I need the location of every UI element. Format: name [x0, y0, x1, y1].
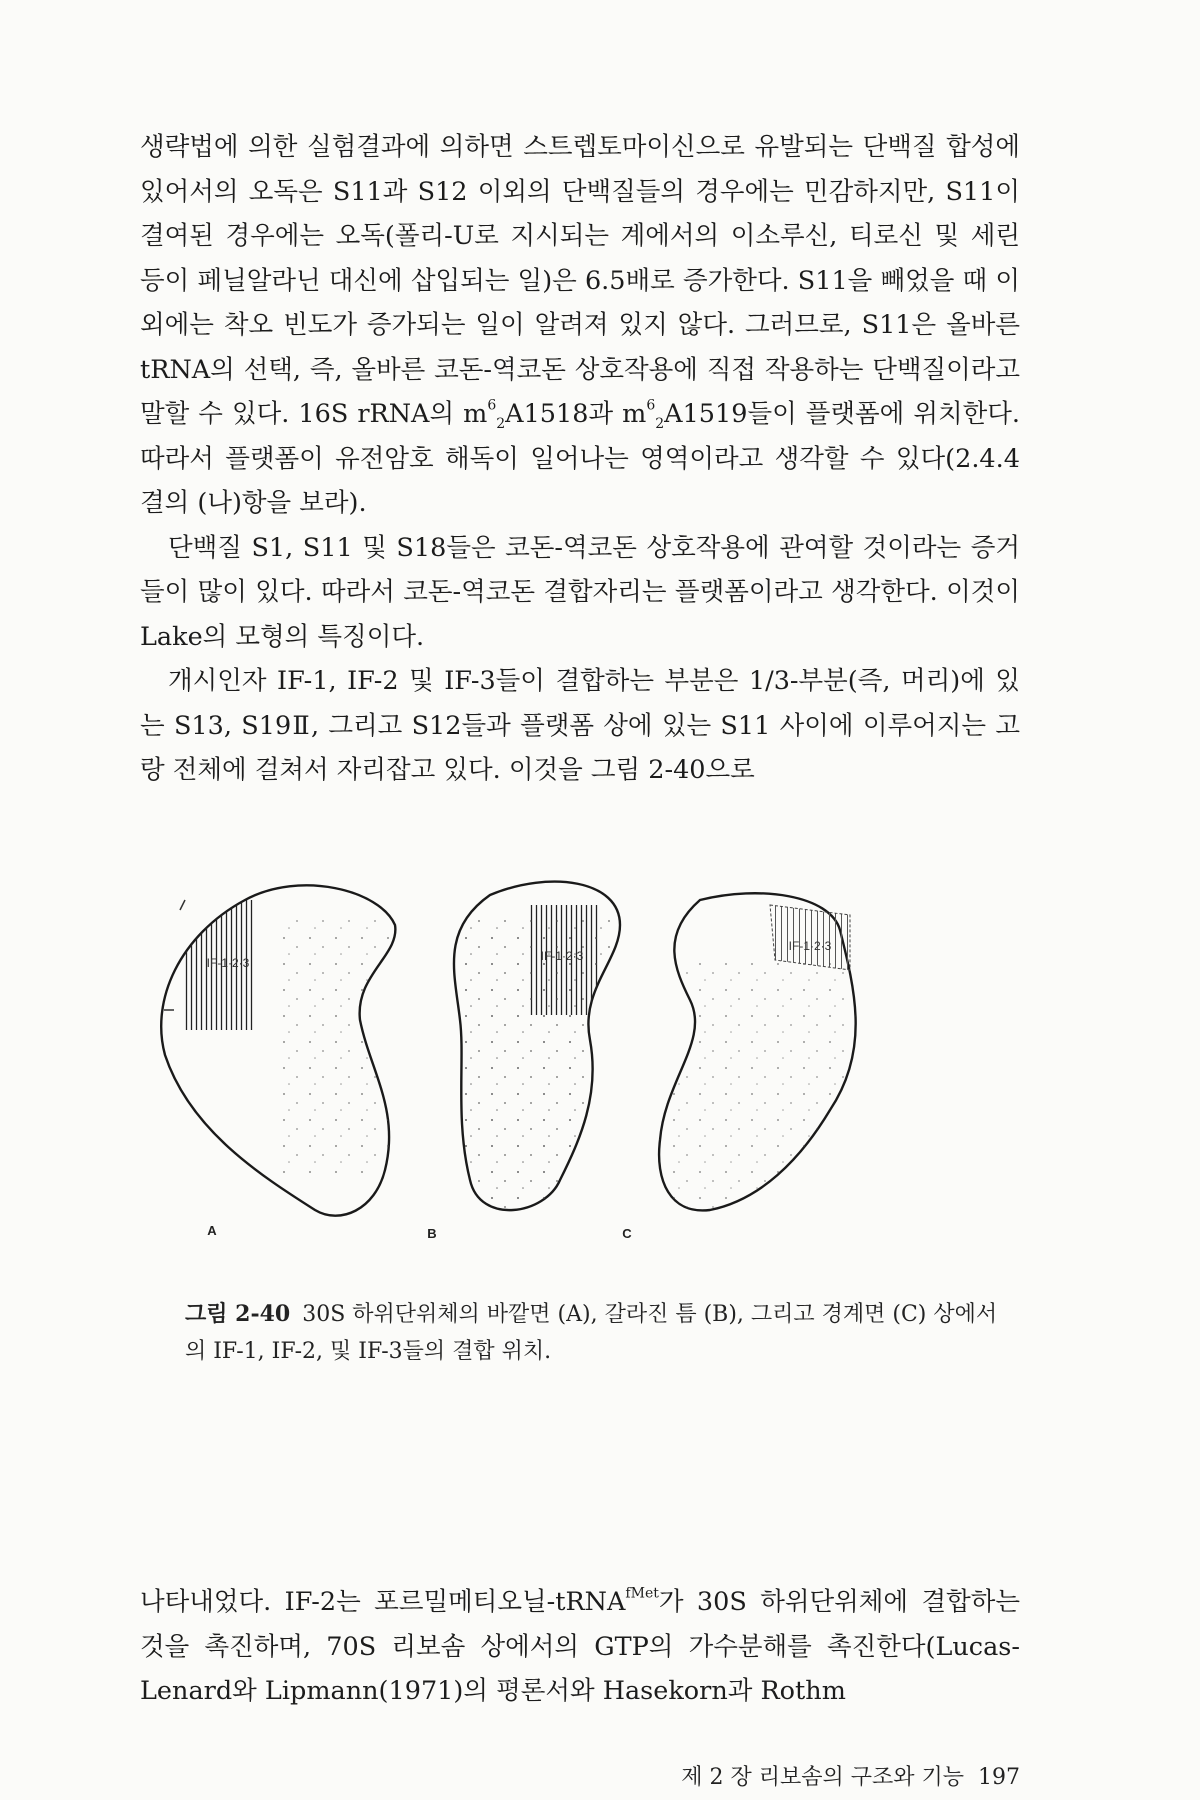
caption-label: 그림 2-40	[185, 1301, 291, 1327]
page-footer	[600, 1760, 1020, 1791]
paragraph-3: 개시인자 IF-1, IF-2 및 IF-3들이 결합하는 부분은 1/3-부분(즉, 머리)에 있는 S13, S19Ⅱ, 그리고 S12들과 플랫폼 상에 있는 S11 사이에 이루어지는 고랑 전체에 걸쳐서 자리잡고 있다. 이것을 그림 2-40으로	[140, 666, 1020, 785]
panel-a-drawing	[161, 885, 395, 1215]
subscript: 2	[496, 416, 506, 433]
body-text-upper	[140, 125, 1020, 793]
ribosome-subunit-drawings	[150, 880, 1030, 1280]
caption-text: 30S 하위단위체의 바깥면 (A), 갈라진 틈 (B), 그리고 경계면 (C) 상에서의 IF-1, IF-2, 및 IF-3들의 결합 위치.	[185, 1302, 998, 1364]
page-number: 197	[978, 1765, 1020, 1790]
panel-b-letter: B	[427, 1226, 437, 1241]
figure-2-40	[150, 880, 1030, 1280]
panel-b-region-label: IF-1·2·3	[540, 949, 584, 963]
paragraph-1: 생략법에 의한 실험결과에 의하면 스트렙토마이신으로 유발되는 단백질 합성에 있어서의 오독은 S11과 S12 이외의 단백질들의 경우에는 민감하지만, S11이 결여된 경우에는 오독(폴리-U로 지시되는 계에서의 이소루신, 티로신 및 세린 등이 페닐알라닌 대신에 삽입되는 일)은 6.5배로 증가한다. S11을 빼었을 때 이외에는 착오 빈도가 증가되는 일이 알려져 있지 않다. 그러므로, S11은 올바른 tRNA의 선택, 즉, 올바른 코돈-역코돈 상호작용에 직접 작용하는 단백질이라고 말할 수 있다. 16S rRNA의 $m^6_2A1518$과 $m^6_2A1519$들이 플랫폼에 위치한다. 따라서 플랫폼이 유전암호 해독이 일어나는 영역이라고 생각할 수 있다(2.4.4 결의 (나)항을 보라).	[140, 132, 1020, 518]
panel-a-letter: A	[207, 1223, 217, 1238]
figure-caption	[185, 1296, 1000, 1370]
paragraph-2: 단백질 S1, S11 및 S18들은 코돈-역코돈 상호작용에 관여할 것이라는 증거들이 많이 있다. 따라서 코돈-역코돈 결합자리는 플랫폼이라고 생각한다. 이것이 Lake의 모형의 특징이다.	[140, 532, 1020, 652]
panel-c-region-label: IF-1·2·3	[788, 939, 832, 953]
paragraph-4: 나타내었다. IF-2는 포르밀메티오닐-tRNA$^{fMet}$가 30S 하위단위체에 결합하는 것을 촉진하며, 70S 리보솜 상에서의 GTP의 가수분해를 촉진한다(Lucas-Lenard와 Lipmann(1971)의 평론서와 Hasekorn과 Rothm	[140, 1585, 1020, 1706]
chapter-title: 제 2 장 리보솜의 구조와 기능	[681, 1765, 964, 1790]
superscript: 6	[487, 397, 497, 414]
panel-b-drawing	[454, 882, 620, 1220]
superscript: fMet	[625, 1585, 659, 1602]
superscript: 6	[646, 397, 656, 414]
panel-c-letter: C	[622, 1226, 632, 1241]
panel-a-region-label: IF-1·2·3	[206, 956, 250, 970]
body-text-lower	[140, 1580, 1020, 1714]
subscript: 2	[655, 416, 665, 433]
